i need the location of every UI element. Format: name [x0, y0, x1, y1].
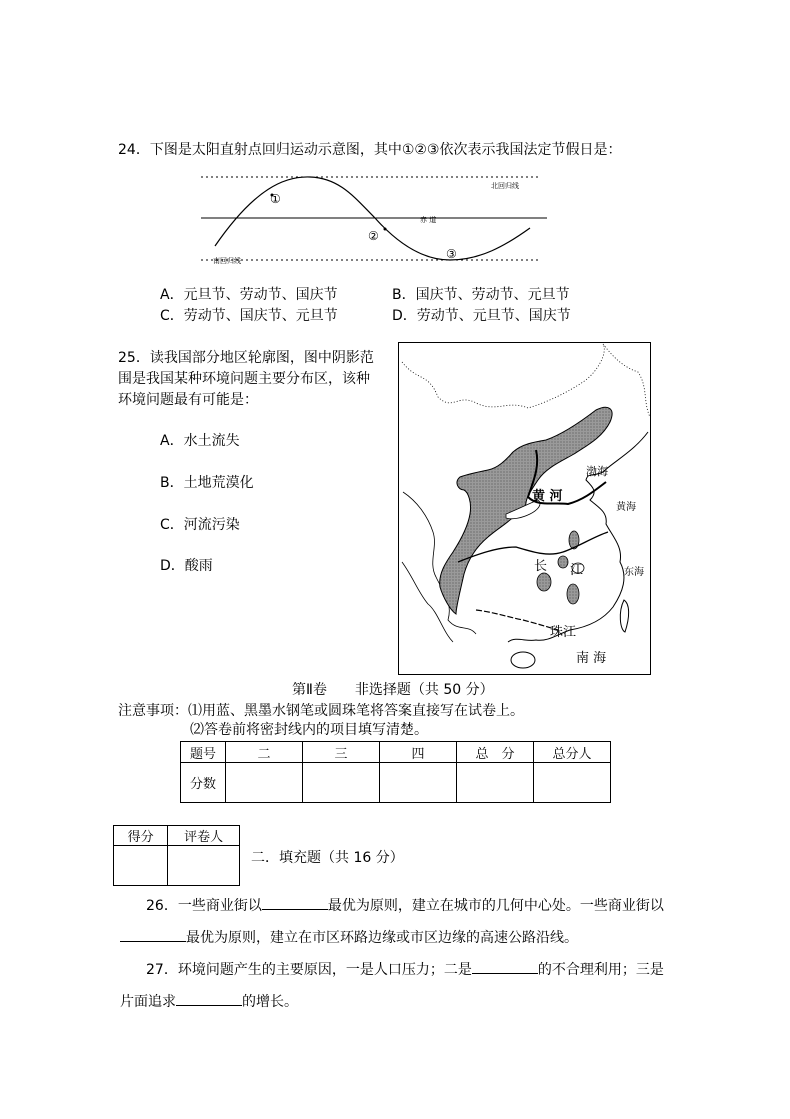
q27-text: 片面追求: [120, 994, 176, 1010]
q26-text: 最优为原则，建立在城市的几何中心处。一些商业街以: [327, 898, 664, 914]
q25-option-a: A．水土流失: [160, 433, 240, 449]
q24-option-b: B．国庆节、劳动节、元旦节: [392, 287, 570, 303]
grader-box-header: 评卷人: [168, 826, 240, 846]
score-table-header: 四: [380, 742, 457, 763]
section2-title: 二．填充题（共 16 分）: [251, 850, 404, 866]
score-table: [180, 741, 611, 803]
grader-score-cell[interactable]: [114, 846, 168, 886]
q25-option-b: B．土地荒漠化: [160, 475, 254, 491]
q27-text: 27．环境问题产生的主要原因，一是人口压力；二是: [146, 962, 472, 978]
q25-stem-line1: 25．读我国部分地区轮廓图，图中阴影范: [118, 350, 374, 366]
score-table-header: 三: [303, 742, 380, 763]
grader-name-cell[interactable]: [168, 846, 240, 886]
q26-blank-1[interactable]: [262, 895, 328, 910]
q25-stem-line3: 环境问题最有可能是：: [118, 392, 258, 408]
nanhai-label: 南 海: [576, 651, 607, 666]
q24-option-c: C．劳动节、国庆节、元旦节: [160, 308, 338, 324]
q26-text: 最优为原则，建立在市区环路边缘或市区边缘的高速公路沿线。: [186, 930, 578, 946]
q24-stem: 24．下图是太阳直射点回归运动示意图，其中①②③依次表示我国法定节假日是：: [118, 142, 622, 158]
score-table-header: 总分人: [534, 742, 611, 763]
q25-option-c: C．河流污染: [160, 517, 240, 533]
sun-migration-diagram: [195, 168, 555, 272]
bohai-label: 渤海: [586, 465, 608, 478]
point-3-marker: ③: [446, 247, 457, 261]
q26-line1: [146, 895, 664, 915]
q24-option-a: A．元旦节、劳动节、国庆节: [160, 287, 338, 303]
china-outline-map: [398, 342, 652, 676]
q27-text: 的增长。: [242, 994, 298, 1010]
q24-option-d: D．劳动节、元旦节、国庆节: [392, 308, 571, 324]
q27-blank-1[interactable]: [472, 959, 538, 974]
point-2-marker: ②: [368, 229, 379, 243]
q27-blank-2[interactable]: [176, 991, 242, 1006]
zhujiang-label: 珠江: [550, 625, 577, 640]
score-cell[interactable]: [226, 763, 303, 803]
notice-line1: 注意事项：⑴用蓝、黑墨水钢笔或圆珠笔将答案直接写在试卷上。: [118, 703, 524, 719]
score-table-header: 题号: [181, 742, 226, 763]
huanghe-label: 黄 河: [532, 489, 563, 504]
south-tropic-label: 南回归线: [213, 257, 241, 265]
score-cell[interactable]: [534, 763, 611, 803]
q27-line2: [120, 991, 298, 1011]
donghai-label: 东海: [624, 567, 644, 578]
notice-line2: ⑵答卷前将密封线内的项目填写清楚。: [190, 722, 428, 738]
huanghai-label: 黄海: [616, 502, 636, 513]
changjiang-label-1: 长: [534, 559, 548, 574]
part2-title: 第Ⅱ卷 非选择题（共 50 分）: [292, 682, 494, 698]
q26-line2: [120, 927, 578, 947]
q26-text: 26．一些商业街以: [146, 898, 262, 914]
score-cell[interactable]: [380, 763, 457, 803]
q27-text: 的不合理利用；三是: [537, 962, 664, 978]
grader-box: [113, 825, 240, 886]
point-1-marker: ①: [270, 192, 281, 206]
score-table-header: 二: [226, 742, 303, 763]
q26-blank-2[interactable]: [120, 927, 186, 942]
score-table-header: 总 分: [457, 742, 534, 763]
q25-stem-line2: 围是我国某种环境问题主要分布区，该种: [118, 371, 370, 387]
equator-label: 赤 道: [420, 216, 437, 224]
score-row-label: 分数: [181, 763, 226, 803]
score-cell[interactable]: [303, 763, 380, 803]
grader-box-header: 得分: [114, 826, 168, 846]
q25-option-d: D．酸雨: [160, 558, 213, 574]
q27-line1: [146, 959, 664, 979]
north-tropic-label: 北回归线: [491, 182, 519, 190]
changjiang-label-2: 江: [570, 563, 584, 578]
score-cell[interactable]: [457, 763, 534, 803]
